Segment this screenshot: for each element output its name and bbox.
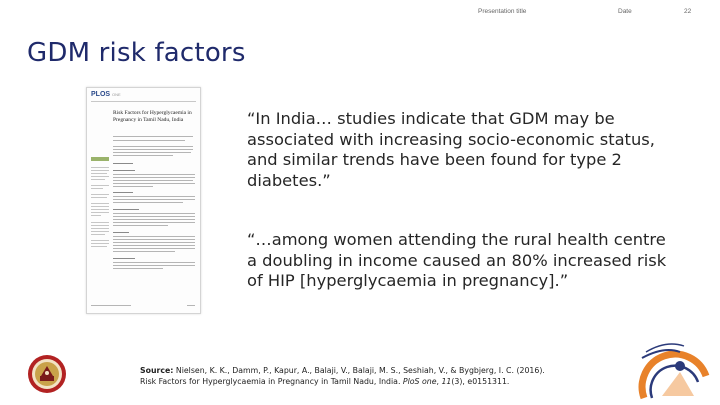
slide-title: GDM risk factors xyxy=(27,38,246,68)
slide-number: 22 xyxy=(684,8,692,15)
source-journal: PloS one xyxy=(402,376,437,386)
paper-thumbnail xyxy=(86,87,201,314)
source-label: Source: xyxy=(140,366,174,375)
journal-logo: PLOS ONE xyxy=(91,91,121,98)
institute-logo-icon xyxy=(634,336,714,400)
source-issue-pages: (3), e0151311. xyxy=(451,376,510,386)
paper-article-title: Risk Factors for Hyperglycaemia in Pregnancy in Tamil Nadu, India xyxy=(113,110,192,123)
open-access-badge xyxy=(91,157,109,161)
source-article: Risk Factors for Hyperglycaemia in Pregnancy in Tamil Nadu, India. xyxy=(140,376,401,386)
source-citation: Source: Nielsen, K. K., Damm, P., Kapur, A., Balaji, V., Balaji, M. S., Seshiah, V., & Bygbjerg, I. C. (2016). Risk Factors for Hyperglycaemia in Pregnancy in Tamil Nadu, India. PloS one, 11(3), e0151311. xyxy=(140,366,545,386)
university-emblem-icon xyxy=(27,354,67,394)
quote-ses: “In India… studies indicate that GDM may be associated with increasing socio-economic status, and similar trends have been found for type 2 diabetes.” xyxy=(247,109,655,190)
quote-income: “…among women attending the rural health centre a doubling in income caused an 80% increased risk of HIP [hyperglycaemia in pregnancy].” xyxy=(247,230,667,290)
source-authors: Nielsen, K. K., Damm, P., Kapur, A., Balaji, V., Balaji, M. S., Seshiah, V., & Bygbjerg, I. C. (2016). xyxy=(175,366,545,375)
header-presentation-title: Presentation title xyxy=(478,8,527,15)
header-date: Date xyxy=(618,8,632,15)
source-volume: 11 xyxy=(441,376,452,386)
